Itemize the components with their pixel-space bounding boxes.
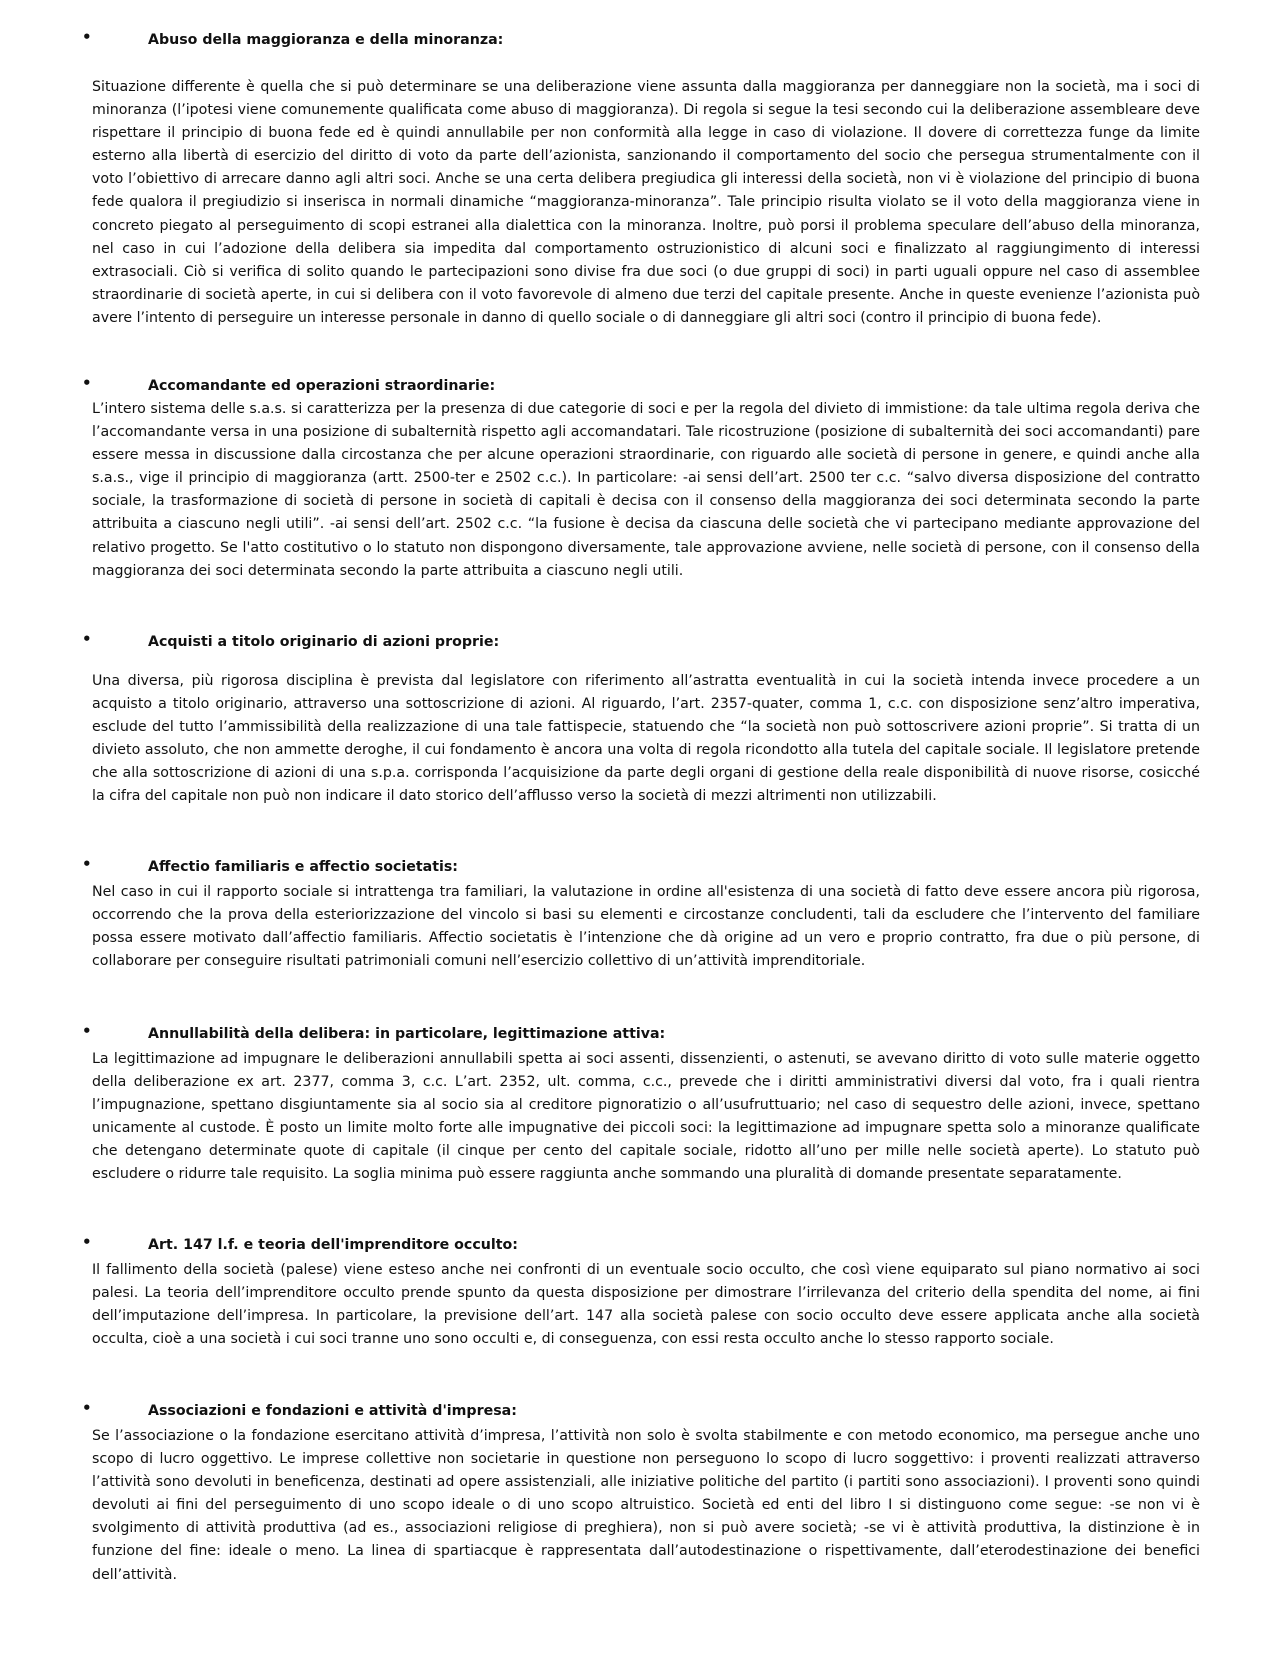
section-annullabilita-delibera (0, 1022, 1280, 1183)
section-heading: Abuso della maggioranza e della minoranza: (148, 32, 504, 48)
bullet-icon: • (82, 1233, 92, 1251)
bullet-icon: • (82, 855, 92, 873)
section-affectio (0, 855, 1280, 970)
section-abuso-maggioranza (0, 28, 1280, 326)
bullet-icon: • (82, 1022, 92, 1040)
section-accomandante (0, 374, 1280, 579)
section-associazioni-fondazioni (0, 1399, 1280, 1583)
bullet-icon: • (82, 1399, 92, 1417)
section-heading: Annullabilità della delibera: in particolare, legittimazione attiva: (148, 1026, 666, 1042)
section-body: Se l’associazione o la fondazione esercitano attività d’impresa, l’attività non solo è svolta stabilmente e con metodo economico, ma persegue anche uno scopo di lucro oggettivo. Le imprese collettive non societarie in questione non perseguono lo scopo di lucro soggettivo: i proventi realizzati attraverso l’attività sono devoluti in beneficenza, destinati ad opere assistenziali, alle iniziative politiche del partito (i partiti sono associazioni). I proventi sono quindi devoluti ai fini del perseguimento di uno scopo ideale o di uno scopo altruistico. Società ed enti del libro I si distinguono come segue: -se non vi è svolgimento di attività produttiva (ad es., associazioni religiose di preghiera), non si può avere società; -se vi è attività produttiva, la distinzione è in funzione del fine: ideale o meno. La linea di spartiacque è rappresentata dall’autodestinazione o rispettivamente, dall’eterodestinazione dei benefici dell’attività. (92, 1428, 1200, 1583)
section-heading: Art. 147 l.f. e teoria dell'imprenditore occulto: (148, 1237, 518, 1253)
section-heading: Associazioni e fondazioni e attività d'impresa: (148, 1403, 517, 1419)
section-heading: Acquisti a titolo originario di azioni proprie: (148, 634, 500, 650)
section-body: Nel caso in cui il rapporto sociale si intrattenga tra familiari, la valutazione in ordine all'esistenza di una società di fatto deve essere ancora più rigorosa, occorrendo che la prova della esteriorizzazione del vincolo si basi su elementi e circostanze concludenti, tali da escludere che l’intervento del familiare possa essere motivato dall’affectio familiaris. Affectio societatis è l’intenzione che dà origine ad un vero e proprio contratto, fra due o più persone, di collaborare per conseguire risultati patrimoniali comuni nell’esercizio collettivo di un’attività imprenditoriale. (92, 884, 1200, 970)
section-heading: Accomandante ed operazioni straordinarie: (148, 378, 496, 394)
bullet-icon: • (82, 630, 92, 648)
section-body: Una diversa, più rigorosa disciplina è prevista dal legislatore con riferimento all’astratta eventualità in cui la società intenda invece procedere a un acquisto a titolo originario, attraverso una sottoscrizione di azioni. Al riguardo, l’art. 2357-quater, comma 1, c.c. con disposizione senz’altro imperativa, esclude del tutto l’ammissibilità della realizzazione di una tale fattispecie, statuendo che “la società non può sottoscrivere azioni proprie”. Si tratta di un divieto assoluto, che non ammette deroghe, il cui fondamento è ancora una volta di regola ricondotto alla tutela del capitale sociale. Il legislatore pretende che alla sottoscrizione di azioni di una s.p.a. corrisponda l’acquisizione da parte degli organi di gestione della reale disponibilità di nuove risorse, cosicché la cifra del capitale non può non indicare il dato storico dell’afflusso verso la società di mezzi altrimenti non utilizzabili. (92, 673, 1200, 805)
section-heading: Affectio familiaris e affectio societatis: (148, 859, 458, 875)
section-body: La legittimazione ad impugnare le deliberazioni annullabili spetta ai soci assenti, dissenzienti, o astenuti, se avevano diritto di voto sulle materie oggetto della deliberazione ex art. 2377, comma 3, c.c. L’art. 2352, ult. comma, c.c., prevede che i diritti amministrativi diversi dal voto, fra i quali rientra l’impugnazione, spettano disgiuntamente sia al socio sia al creditore pignoratizio o all’usufruttuario; nel caso di sequestro delle azioni, invece, spettano unicamente al custode. È posto un limite molto forte alle impugnative dei piccoli soci: la legittimazione ad impugnare spetta solo a minoranze qualificate che detengano determinate quote di capitale (il cinque per cento del capitale sociale, ridotto all’uno per mille nelle società aperte). Lo statuto può escludere o ridurre tale requisito. La soglia minima può essere raggiunta anche sommando una pluralità di domande presentate separatamente. (92, 1051, 1200, 1183)
section-body: L’intero sistema delle s.a.s. si caratterizza per la presenza di due categorie di soci e per la regola del divieto di immistione: da tale ultima regola deriva che l’accomandante versa in una posizione di subalternità rispetto agli accomandatari. Tale ricostruzione (posizione di subalternità dei soci accomandanti) pare essere messa in discussione dalla circostanza che per alcune operazioni straordinarie, con riguardo alle società di persone in genere, e quindi anche alla s.a.s., vige il principio di maggioranza (artt. 2500-ter e 2502 c.c.). In particolare: -ai sensi dell’art. 2500 ter c.c. “salvo diversa disposizione del contratto sociale, la trasformazione di società di persone in società di capitali è decisa con il consenso della maggioranza dei soci determinata secondo la parte attribuita a ciascuno negli utili”. -ai sensi dell’art. 2502 c.c. “la fusione è decisa da ciascuna delle società che vi partecipano mediante approvazione del relativo progetto. Se l'atto costitutivo o lo statuto non dispongono diversamente, tale approvazione avviene, nelle società di persone, con il consenso della maggioranza dei soci determinata secondo la parte attribuita a ciascuno negli utili. (92, 401, 1200, 579)
bullet-icon: • (82, 374, 92, 392)
section-body: Il fallimento della società (palese) viene esteso anche nei confronti di un eventuale socio occulto, che così viene equiparato sul piano normativo ai soci palesi. La teoria dell’imprenditore occulto prende spunto da questa disposizione per dimostrare l’irrilevanza del criterio della spendita del nome, ai fini dell’imputazione dell’impresa. In particolare, la previsione dell’art. 147 alla società palese con socio occulto deve essere applicata anche alla società occulta, cioè a una società i cui soci tranne uno sono occulti e, di conseguenza, con essi resta occulto anche lo stesso rapporto sociale. (92, 1262, 1200, 1348)
section-acquisti-azioni-proprie (0, 630, 1280, 805)
bullet-icon: • (82, 28, 92, 46)
section-art-147 (0, 1233, 1280, 1348)
section-body: Situazione differente è quella che si può determinare se una deliberazione viene assunta dalla maggioranza per danneggiare non la società, ma i soci di minoranza (l’ipotesi viene comunemente qualificata come abuso di maggioranza). Di regola si segue la tesi secondo cui la deliberazione assembleare deve rispettare il principio di buona fede ed è quindi annullabile per non conformità alla legge in caso di violazione. Il dovere di correttezza funge da limite esterno alla libertà di esercizio del diritto di voto da parte dell’azionista, sanzionando il comportamento del socio che persegua strumentalmente con il voto l’obiettivo di arrecare danno agli altri soci. Anche se una certa delibera pregiudica gli interessi della società, non vi è violazione del principio di buona fede qualora il pregiudizio si inserisca in normali dinamiche “maggioranza-minoranza”. Tale principio risulta violato se il voto della maggioranza viene in concreto piegato al perseguimento di scopi estranei alla dialettica con la minoranza. Inoltre, può porsi il problema speculare dell’abuso della minoranza, nel caso in cui l’adozione della delibera sia impedita dal comportamento ostruzionistico di alcuni soci e finalizzato al raggiungimento di interessi extrasociali. Ciò si verifica di solito quando le partecipazioni sono divise fra due soci (o due gruppi di soci) in parti uguali oppure nel caso di assemblee straordinarie di società aperte, in cui si delibera con il voto favorevole di almeno due terzi del capitale presente. Anche in queste evenienze l’azionista può avere l’intento di perseguire un interesse personale in danno di quello sociale o di danneggiare gli altri soci (contro il principio di buona fede). (92, 79, 1200, 326)
